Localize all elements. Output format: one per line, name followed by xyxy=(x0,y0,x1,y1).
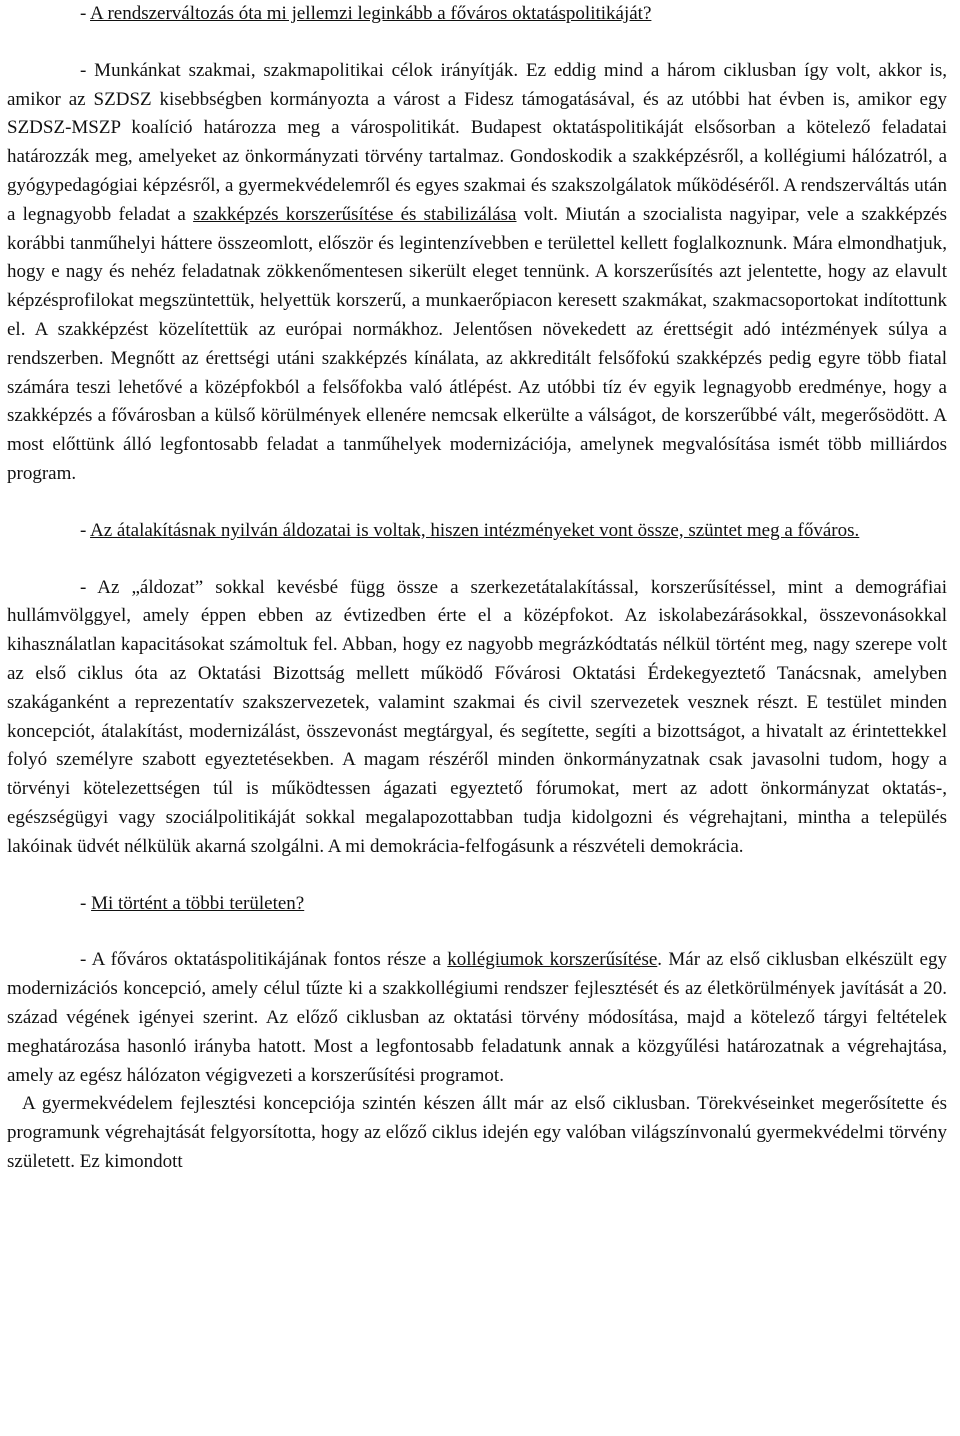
answer-1 xyxy=(7,57,947,489)
question-1-prefix: - xyxy=(80,3,91,24)
question-2-text: Az átalakításnak nyilván áldozatai is voltak, hiszen intézményeket vont össze, szüntet meg a főváros. xyxy=(90,519,860,541)
answer-1-part-2: volt. Miután a szocialista nagyipar, vele a szakképzés korábbi tanműhelyi háttere összeomlott, először és legintenzívebben e területtel kellett foglalkoznunk. Mára elmondhatjuk, hogy e nagy és nehéz feladatnak zökkenőmentesen sikerült eleget tennünk. A korszerűsítés azt jelentette, hogy az elavult képzésprofilokat megszüntettük, helyettük korszerű, a munkaerőpiacon keresett szakmákat, szakmacsoportokat indítottunk el. A szakképzést közelítettük az európai normákhoz. Jelentősen növekedett az érettségit adó intézmények súlya a rendszerben. Megnőtt az érettségi utáni szakképzés kínálata, az akkreditált felsőfokú szakképzés pedig egyre több fiatal számára teszi lehetővé a középfokból a felsőfokba való átlépést. Az utóbbi tíz év egyik legnagyobb eredménye, hogy a szakképzés a fővárosban a külső körülmények ellenére nemcsak elkerülte a válságot, de korszerűbbé vált, megerősödött. A most előttünk álló legfontosabb feladat a tanműhelyek modernizációja, amelynek megvalósítása ismét több milliárdos program. xyxy=(7,203,947,484)
question-1 xyxy=(7,0,947,29)
question-3-text: Mi történt a többi területen? xyxy=(91,892,305,914)
answer-3-part-1: - A főváros oktatáspolitikájának fontos része a xyxy=(80,949,448,971)
answer-1-underlined-1: szakképzés korszerűsítése és stabilizálása xyxy=(193,203,517,225)
answer-2: - Az „áldozat” sokkal kevésbé függ össze a szerkezetátalakítással, korszerűsítéssel, mint a demográfiai hullámvölggyel, amely éppen ebben az évtizedben érte el a középfokot. Az iskolabezárásokkal, összevonásokkal kihasználatlan kapacitásokat számoltuk fel. Abban, hogy ez nagyobb megrázkódtatás nélkül történt meg, nagy szerepe volt az első ciklus óta az Oktatási Bizottság mellett működő Fővárosi Oktatási Érdekegyeztető Tanácsnak, amelyben szakáganként a reprezentatív szakszervezetek, valamint szakmai és civil szervezetek vesznek részt. E testület minden koncepciót, átalakítást, modernizálást, összevonást megtárgyal, és segítette, segíti a bizottságot, a hivatalt az érintettekkel folyó személyre szabott egyeztetésekben. A magam részéről minden önkormányzatnak csak javasolni tudom, hogy a törvényi kötelezettségen túl is működtessen ágazati egyeztető fórumokat, mert az adott önkormányzat oktatás-, egészségügyi vagy szociálpolitikáját sokkal megalapozottabban tudja kidolgozni és végrehajtani, mintha a település lakóinak üdvét nélkülük akarná szolgálni. A mi demokrácia-felfogásunk a részvételi demokrácia. xyxy=(7,576,947,857)
question-1-text: A rendszerváltozás óta mi jellemzi leginkább a főváros oktatáspolitikáját? xyxy=(90,3,652,24)
answer-3-underlined-1: kollégiumok korszerűsítése xyxy=(447,949,658,971)
question-3-prefix: - xyxy=(80,892,92,914)
answer-3 xyxy=(7,946,947,1090)
answer-3-part-2: . Már az első ciklusban elkészült egy modernizációs koncepció, amely célul tűzte ki a szakkollégiumi rendszer fejlesztését és az életkörülmények javítását a 20. század végének igényei szerint. Az előző ciklusban az oktatási törvény módosítása, majd a kötelező tárgyi feltételek meghatározása hasonló irányba hatott. Most a legfontosabb feladatunk annak a közgyűlési határozatnak a végrehajtása, amely az egész hálózaton végigvezeti a korszerűsítési programot. xyxy=(7,949,947,1086)
answer-3-continued: A gyermekvédelem fejlesztési koncepciója szintén készen állt már az első ciklusban. Törekvéseinket megerősítette és programunk végrehajtását felgyorsította, hogy az előző ciklus idején egy valóban világszínvonalú gyermekvédelmi törvény született. Ez kimondott xyxy=(7,1093,947,1172)
answer-1-part-1: - Munkánkat szakmai, szakmapolitikai célok irányítják. Ez eddig mind a három ciklusban így volt, akkor is, amikor az SZDSZ kisebbségben kormányozta a várost a Fidesz támogatásával, és az utóbbi hat évben is, amikor egy SZDSZ-MSZP koalíció határozza meg a várospolitikát. Budapest oktatáspolitikáját elsősorban a kötelező feladatai határozzák meg, amelyeket az önkormányzati törvény tartalmaz. Gondoskodik a szakképzésről, a kollégiumi hálózatról, a gyógypedagógiai képzésről, a gyermekvédelemről és egyes szakmai és szakszolgálatok működéséről. A rendszerváltás után a legnagyobb feladat a xyxy=(7,59,947,225)
question-3 xyxy=(7,890,947,919)
question-2-prefix: - xyxy=(80,519,91,541)
question-2 xyxy=(7,517,947,546)
